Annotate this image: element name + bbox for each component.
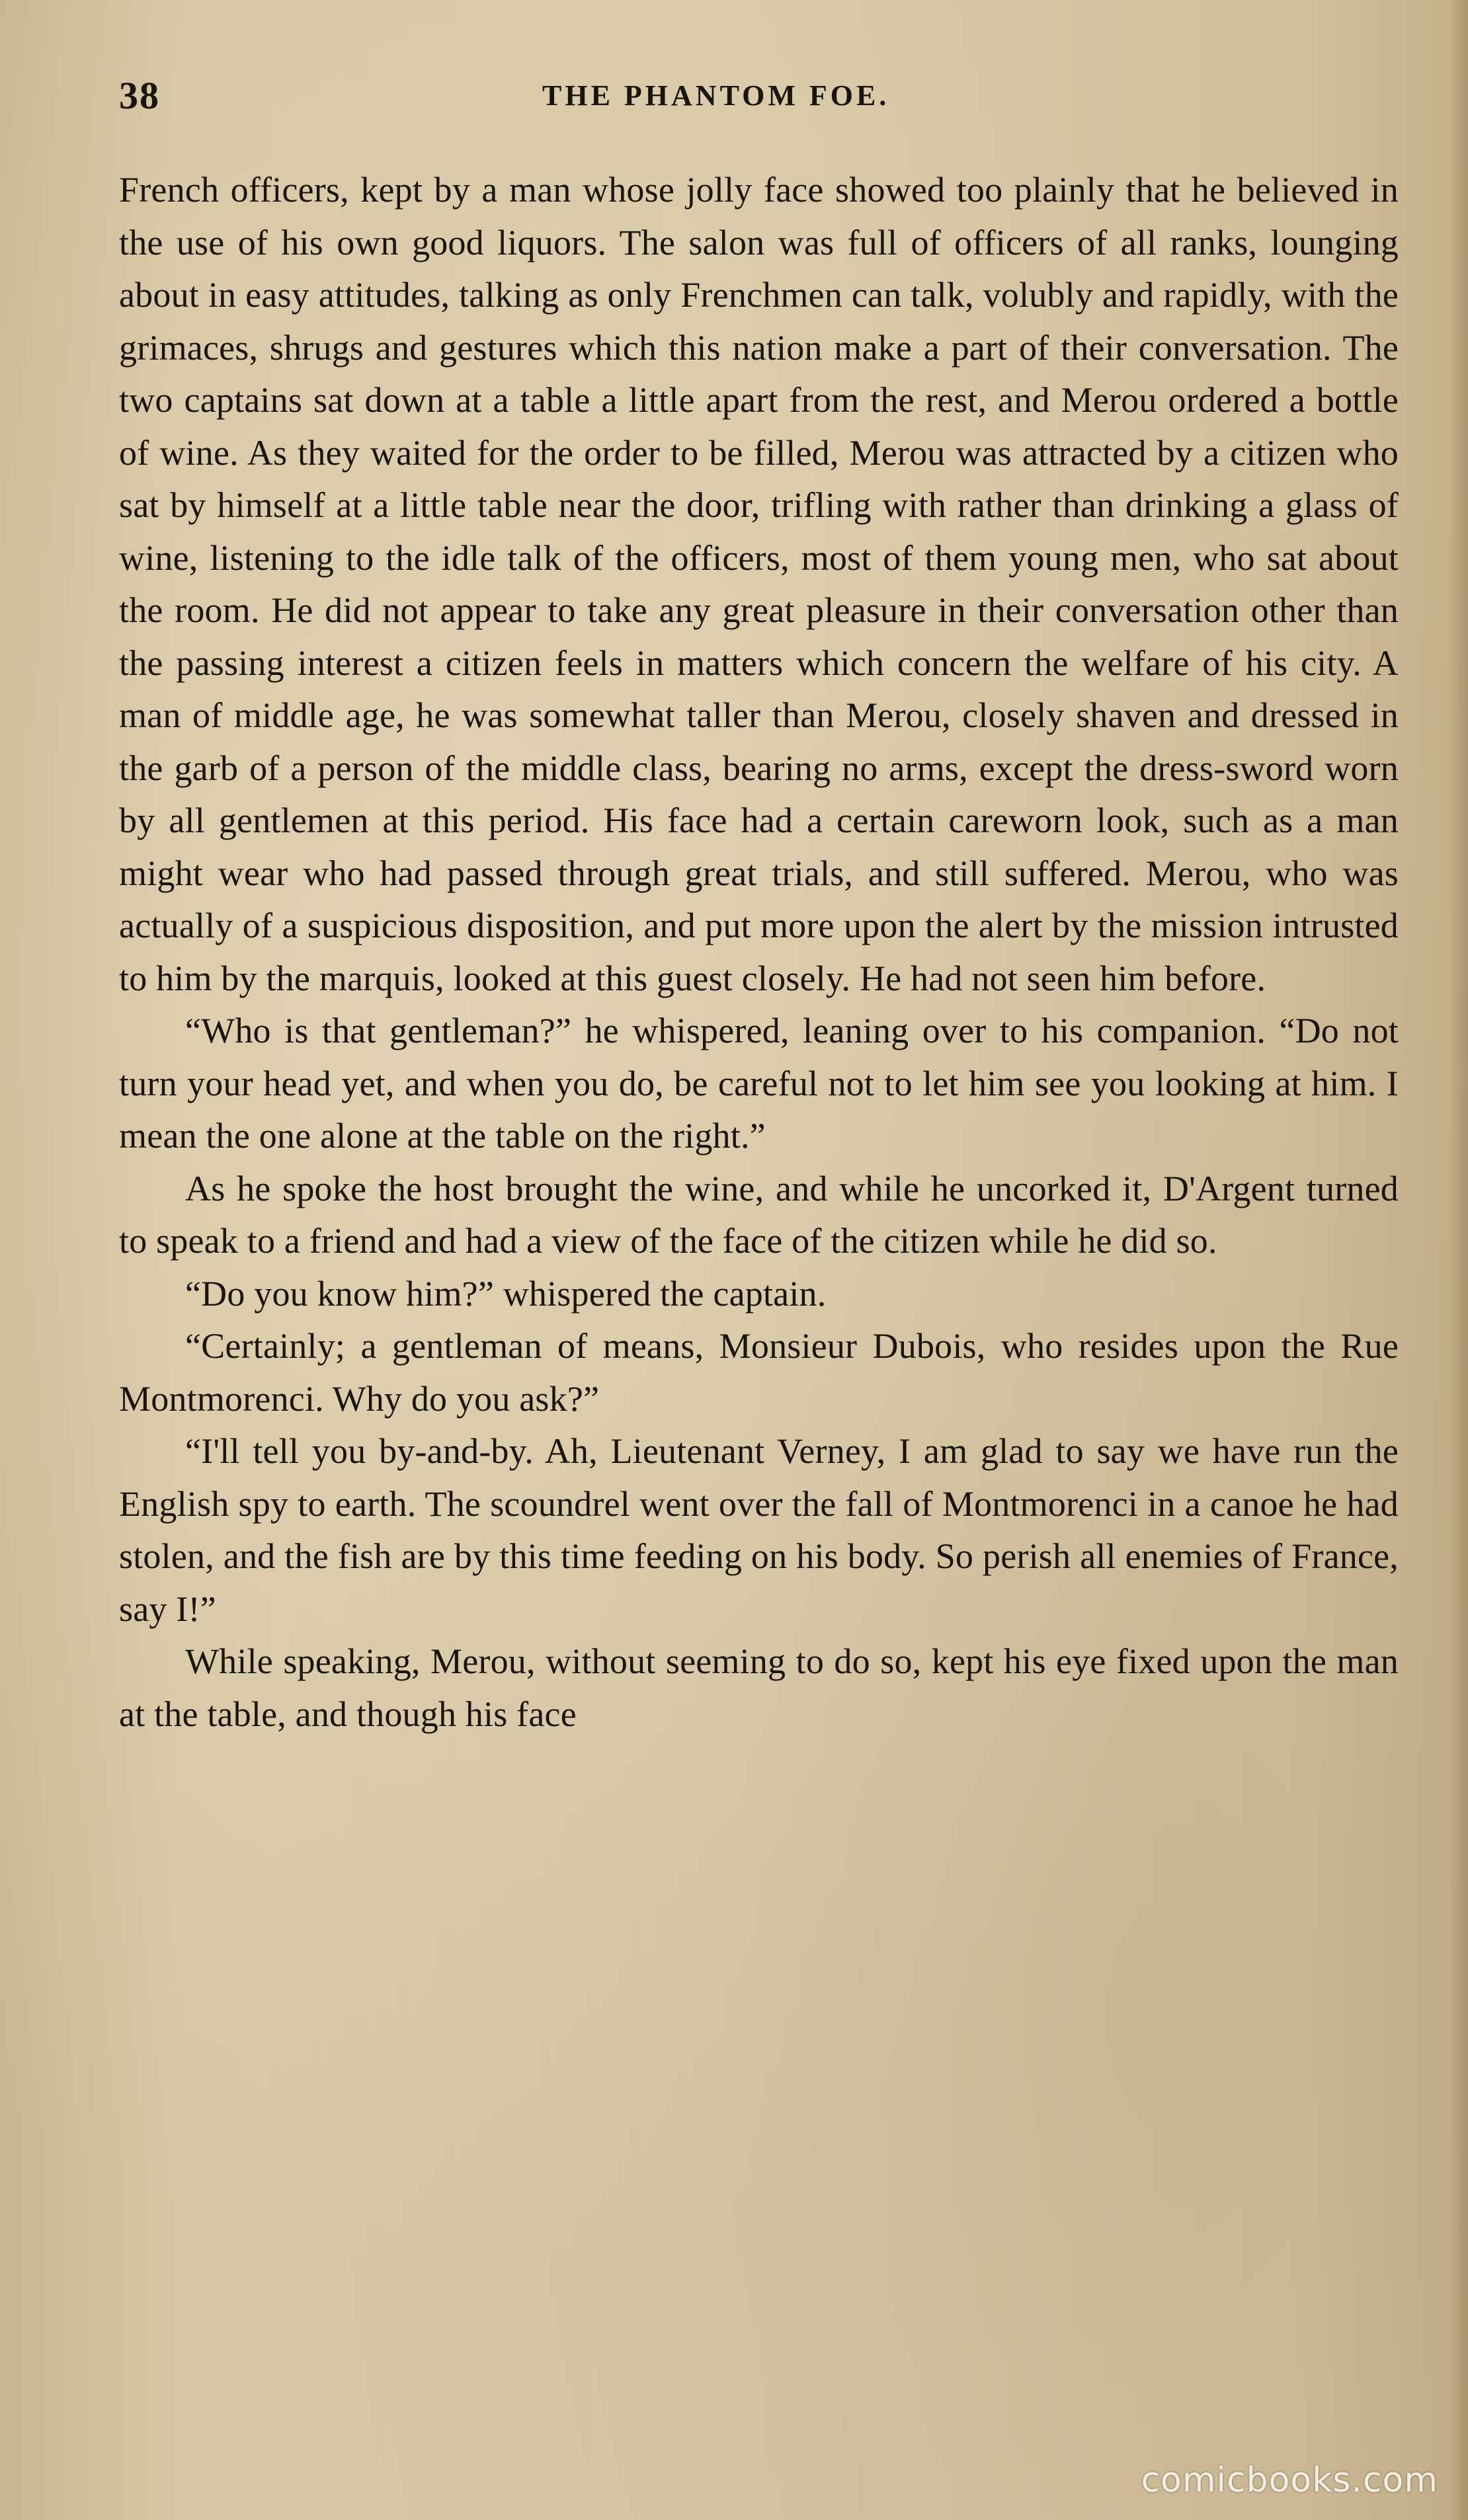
page-header <box>119 73 1408 119</box>
paragraph: As he spoke the host brought the wine, and while he uncorked it, D'Argent turned to speak to a friend and had a view of the face of the citizen while he did so. <box>119 1168 1399 1261</box>
watermark: comicbooks.com <box>1141 2461 1438 2500</box>
paragraph: “Who is that gentleman?” he whispered, leaning over to his companion. “Do not turn your head yet, and when you do, be careful not to let him see you looking at him. I mean the one alone at the table on the right.” <box>119 1011 1399 1156</box>
paragraph: While speaking, Merou, without seeming to do so, kept his eye fixed upon the man at the table, and though his face <box>119 1641 1399 1734</box>
page-edge-shadow <box>1449 0 1468 2520</box>
paragraph: “I'll tell you by-and-by. Ah, Lieutenant Verney, I am glad to say we have run the English spy to earth. The scoundrel went over the fall of Montmorenci in a canoe he had stolen, and the fish are by this time feeding on his body. So perish all enemies of France, say I!” <box>119 1431 1399 1629</box>
paragraph: “Do you know him?” whispered the captain. <box>185 1273 827 1314</box>
paragraph: French officers, kept by a man whose jolly face showed too plainly that he believed in the use of his own good liquors. The salon was full of officers of all ranks, lounging about in easy attitudes, talking as only Frenchmen can talk, volubly and rapidly, with the grimaces, shrugs and gestures which this nation make a part of their conversation. The two captains sat down at a table a little apart from the rest, and Merou ordered a bottle of wine. As they waited for the order to be filled, Merou was attracted by a citizen who sat by himself at a little table near the door, trifling with rather than drinking a glass of wine, listening to the idle talk of the officers, most of them young men, who sat about the room. He did not appear to take any great pleasure in their conversation other than the passing interest a citizen feels in matters which concern the welfare of his city. A man of middle age, he was somewhat taller than Merou, closely shaven and dressed in the garb of a person of the middle class, bearing no arms, except the dress-sword worn by all gentlemen at this period. His face had a certain careworn look, such as a man might wear who had passed through great trials, and still suffered. Merou, who was actually of a suspicious disposition, and put more upon the alert by the mission intrusted to him by the marquis, looked at this guest closely. He had not seen him before. <box>119 170 1399 998</box>
body-text <box>119 164 1399 1741</box>
paragraph: “Certainly; a gentleman of means, Monsieur Dubois, who resides upon the Rue Montmorenci. Why do you ask?” <box>119 1326 1399 1419</box>
running-title: THE PHANTOM FOE. <box>542 79 890 112</box>
page-number: 38 <box>119 74 160 117</box>
